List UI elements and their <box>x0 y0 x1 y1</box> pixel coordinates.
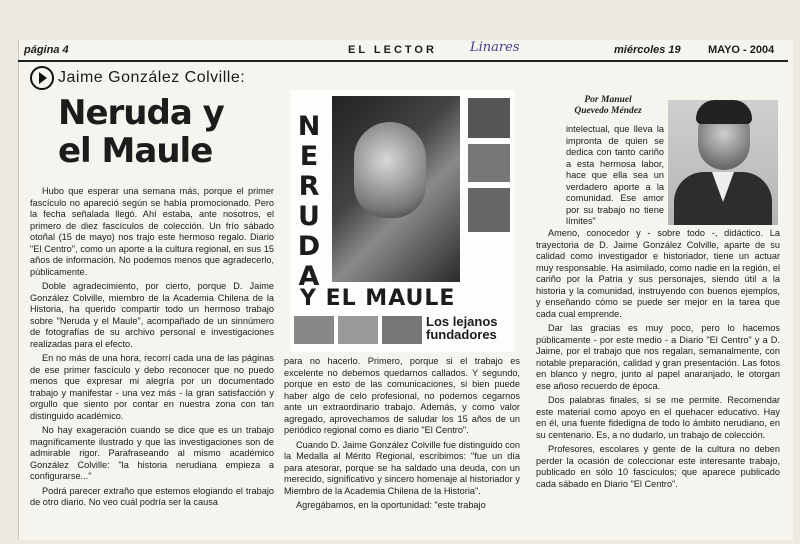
article-column-2 <box>284 356 520 538</box>
paragraph: No hay exageración cuando se dice que es un trabajo magníficamente ilustrado y que las investigaciones son de admirable rigor. Parafraseando al mismo académico González Colville: "la historia nerudiana empieza a configurarse..." <box>30 425 274 481</box>
article-title <box>58 94 224 170</box>
poster-letter: D <box>297 231 321 262</box>
fascicle-cover-image <box>290 90 515 352</box>
side-thumbnail <box>468 188 510 232</box>
paragraph: Hubo que esperar una semana más, porque el primer fascículo no apareció según se había promocionado. Pero la fecha señalada llegó. Ahí estaba, ante nosotros, el primero de diez fascículos de colección. Un frío sábado otoñal (15 de mayo) nos trajo este hermoso regalo. Diario "El Centro", como un aporte a la cultura regional, en sus 15 años de información. No podemos menos que agradecerlo, públicamente. <box>30 186 274 277</box>
article-column-3 <box>536 228 780 538</box>
header-date-month: MAYO - 2004 <box>708 44 775 56</box>
side-thumbnail <box>468 144 510 182</box>
poster-letter: E <box>299 141 319 172</box>
poster-letter: A <box>298 261 320 292</box>
author-credit <box>568 95 648 117</box>
play-icon <box>30 66 54 90</box>
bottom-thumbnail <box>294 316 334 344</box>
paragraph: Podrá parecer extraño que estemos elogiando el trabajo de otro diario. No veo cuál podría ser la causa <box>30 485 274 507</box>
paragraph: Doble agradecimiento, por cierto, porque D. Jaime González Colville, miembro de la Academia Chilena de la Historia, ha querido compartir todo un hermoso trabajo sobre "Neruda y el Maule", acompañado de un sinnúmero de fotografías de su archivo personal e investigaciones realizadas para el efecto. <box>30 281 274 349</box>
paragraph: Dos palabras finales, si se me permite. Recomendar este material como apoyo en el quehacer educativo. Hay en él, una fuente fidedigna de todo lo ámbito nerudiano, en su centenario. Es, a no dudarlo, un trabajo de colección. <box>536 395 780 440</box>
page-header <box>18 42 788 62</box>
paragraph: para no hacerlo. Primero, porque si el trabajo es excelente no debemos quedarnos callados. Y segundo, porque en esto de las comunicaciones, si bien puede haber algo de celo profesional, no podemos cegarnos ante un extraordinario trabajo. Además, y como valor agregado, aprovechamos de saludar los 15 años de un periódico regional como es diario "El Centro". <box>284 356 520 435</box>
poster-feature-text: Los lejanos fundadores <box>426 314 498 342</box>
side-thumbnail <box>468 98 510 138</box>
newspaper-name: EL LECTOR <box>348 44 437 56</box>
header-date-day: miércoles 19 <box>614 44 681 56</box>
page-number: página 4 <box>24 44 69 56</box>
author-portrait-photo <box>668 100 778 225</box>
article-byline <box>30 66 245 90</box>
portrait-face <box>354 122 426 218</box>
poster-subtitle: Y EL MAULE <box>300 286 456 311</box>
poster-vertical-title <box>296 112 322 292</box>
portrait-hair <box>696 100 752 124</box>
author-prefix: Por Manuel <box>584 95 632 105</box>
paragraph: Ameno, conocedor y - sobre todo -, didáctico. La trayectoria de D. Jaime González Colville, aparte de su calidad como investigador e historiador, tiene un actuar muy responsable. Ha asimilado, como nadie en la región, el cariño por la Patria y sus personajes, siendo útil a la historia y la comunidad, instruyendo con buenos ejemplos, y enseñando cómo se puede ser mejor en la tarea que cada cual emprende. <box>536 228 780 319</box>
poster-letter: N <box>297 111 321 142</box>
paragraph: intelectual, que lleva la impronta de quien se dedica con tanto cariño a esta hermosa labor, hace que ella sea un verdadero aporte a la comunidad. Ese amor por su trabajo no tiene límites" <box>566 124 664 226</box>
bottom-thumbnail <box>382 316 422 344</box>
handwritten-note: Linares <box>470 40 520 55</box>
bottom-thumbnail <box>338 316 378 344</box>
article-column-3-top <box>566 124 664 226</box>
poster-letter: U <box>298 201 320 232</box>
article-column-1 <box>30 186 274 536</box>
paragraph: Profesores, escolares y gente de la cultura no deben perder la ocasión de coleccionar este interesante trabajo, publicado en sólo 10 fascículos; que aparece publicado cada sábado en Diario "El Centro". <box>536 444 780 489</box>
paragraph: Dar las gracias es muy poco, pero lo hacemos públicamente - por este medio - a Diario "El Centro" y a D. Jaime, por el trabajo que nos regalan, semanalmente, con notable preparación, calidad y gran presentación. Las fotos en blanco y negro, junto al papel anaranjado, le otorgan ese añoso recuerdo de época. <box>536 323 780 391</box>
paragraph: Agregábamos, en la oportunidad: "este trabajo <box>296 500 486 510</box>
paragraph: Cuando D. Jaime González Colville fue distinguido con la Medalla al Mérito Regional, escribimos: "fue un día para atesorar, porque se ha saldado una deuda, con un merecido, significativo y sincero homenaje al historiador y Miembro de la Academia Chilena de la Historia". <box>284 439 520 496</box>
paragraph: En no más de una hora, recorrí cada una de las páginas de ese primer fascículo y debo reconocer que no puedo menos que expresar mi alegría por un documentado trabajo y manifestar - una vez más - la gran satisfacción y orgullo que siento por contar en nuestra zona con tan distinguido académico. <box>30 353 274 421</box>
neruda-portrait-photo <box>332 96 460 282</box>
byline-text: Jaime González Colville: <box>58 69 246 87</box>
title-line-2: el Maule <box>58 131 213 171</box>
title-line-1: Neruda y <box>58 93 224 133</box>
author-name: Quevedo Méndez <box>574 106 642 116</box>
poster-letter: R <box>298 171 320 202</box>
